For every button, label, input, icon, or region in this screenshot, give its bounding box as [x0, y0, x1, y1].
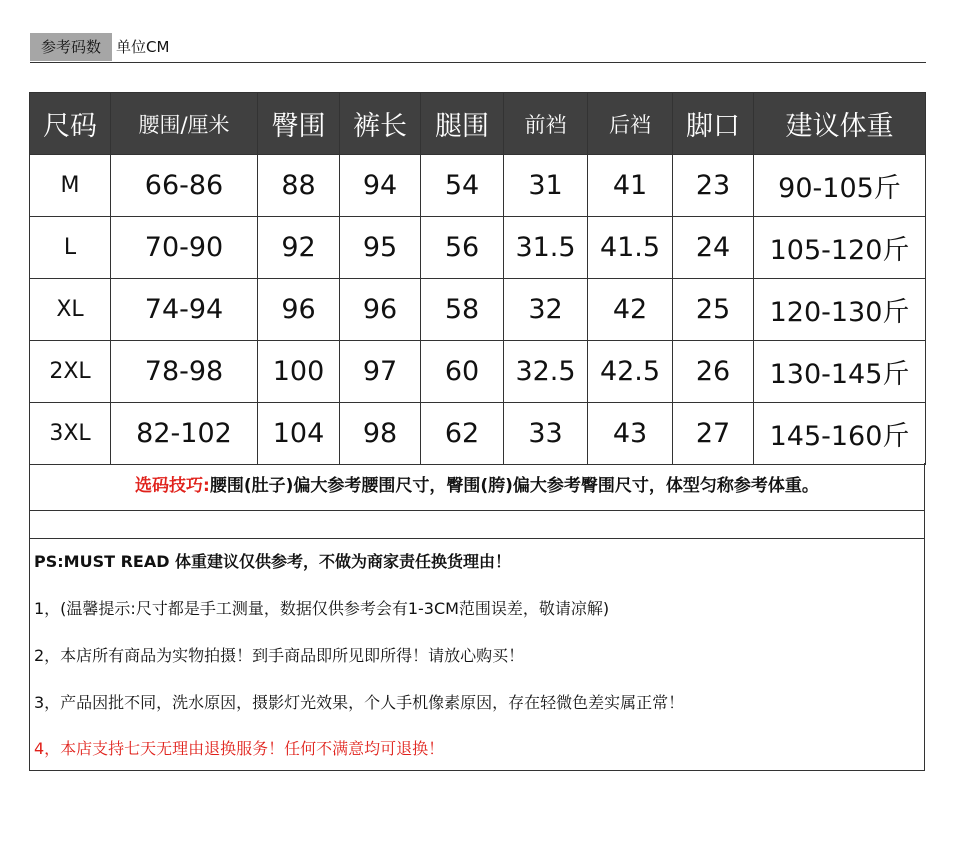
- blank-row: [29, 511, 925, 539]
- thigh-cell: 54: [421, 155, 504, 217]
- thigh-cell: 58: [421, 279, 504, 341]
- tip-label: 选码技巧:: [135, 476, 210, 496]
- back-rise-cell: 42.5: [588, 341, 673, 403]
- ps-notice: PS:MUST READ 体重建议仅供参考，不做为商家责任换货理由！: [34, 552, 512, 571]
- reference-size-tag: 参考码数: [30, 33, 112, 61]
- column-header-waist: 腰围/厘米: [111, 93, 258, 155]
- hip-cell: 104: [258, 403, 340, 465]
- front-rise-cell: 32: [504, 279, 588, 341]
- table-row: [30, 217, 926, 279]
- size-selection-tip: [29, 463, 925, 511]
- table-row: [30, 341, 926, 403]
- hip-cell: 88: [258, 155, 340, 217]
- length-cell: 95: [340, 217, 421, 279]
- weight-cell: 120-130斤: [754, 279, 926, 341]
- weight-cell: 105-120斤: [754, 217, 926, 279]
- note-item: 3，产品因批不同，洗水原因，摄影灯光效果，个人手机像素原因，存在轻微色差实属正常！: [34, 693, 685, 712]
- waist-cell: 78-98: [111, 341, 258, 403]
- size-cell: M: [30, 155, 111, 217]
- size-table: [29, 92, 926, 465]
- table-row: [30, 279, 926, 341]
- front-rise-cell: 31: [504, 155, 588, 217]
- back-rise-cell: 42: [588, 279, 673, 341]
- column-header-hip: 臀围: [258, 93, 340, 155]
- weight-cell: 90-105斤: [754, 155, 926, 217]
- thigh-cell: 60: [421, 341, 504, 403]
- leg-opening-cell: 23: [673, 155, 754, 217]
- back-rise-cell: 41: [588, 155, 673, 217]
- column-header-size: 尺码: [30, 93, 111, 155]
- size-cell: 3XL: [30, 403, 111, 465]
- unit-label: 单位CM: [116, 38, 170, 56]
- leg-opening-cell: 27: [673, 403, 754, 465]
- hip-cell: 96: [258, 279, 340, 341]
- table-header-row: [30, 93, 926, 155]
- note-item: 2，本店所有商品为实物拍摄！到手商品即所见即所得！请放心购买！: [34, 646, 525, 665]
- table-row: [30, 155, 926, 217]
- length-cell: 94: [340, 155, 421, 217]
- size-cell: L: [30, 217, 111, 279]
- note-item: 1，(温馨提示:尺寸都是手工测量，数据仅供参考会有1-3CM范围误差，敬请凉解): [34, 599, 610, 618]
- front-rise-cell: 32.5: [504, 341, 588, 403]
- length-cell: 98: [340, 403, 421, 465]
- hip-cell: 100: [258, 341, 340, 403]
- size-cell: XL: [30, 279, 111, 341]
- table-row: [30, 403, 926, 465]
- note-item-return-policy: 4，本店支持七天无理由退换服务！任何不满意均可退换！: [34, 739, 445, 758]
- back-rise-cell: 41.5: [588, 217, 673, 279]
- length-cell: 96: [340, 279, 421, 341]
- size-cell: 2XL: [30, 341, 111, 403]
- waist-cell: 82-102: [111, 403, 258, 465]
- back-rise-cell: 43: [588, 403, 673, 465]
- front-rise-cell: 33: [504, 403, 588, 465]
- column-header-thigh: 腿围: [421, 93, 504, 155]
- waist-cell: 70-90: [111, 217, 258, 279]
- hip-cell: 92: [258, 217, 340, 279]
- tip-text: 腰围(肚子)偏大参考腰围尺寸，臀围(胯)偏大参考臀围尺寸，体型匀称参考体重。: [209, 476, 819, 496]
- column-header-back-rise: 后裆: [588, 93, 673, 155]
- length-cell: 97: [340, 341, 421, 403]
- waist-cell: 74-94: [111, 279, 258, 341]
- leg-opening-cell: 26: [673, 341, 754, 403]
- column-header-weight: 建议体重: [754, 93, 926, 155]
- front-rise-cell: 31.5: [504, 217, 588, 279]
- weight-cell: 130-145斤: [754, 341, 926, 403]
- top-bar: [30, 33, 926, 63]
- weight-cell: 145-160斤: [754, 403, 926, 465]
- thigh-cell: 56: [421, 217, 504, 279]
- leg-opening-cell: 24: [673, 217, 754, 279]
- waist-cell: 66-86: [111, 155, 258, 217]
- column-header-front-rise: 前裆: [504, 93, 588, 155]
- notes-section: [29, 539, 925, 771]
- thigh-cell: 62: [421, 403, 504, 465]
- column-header-length: 裤长: [340, 93, 421, 155]
- column-header-leg-opening: 脚口: [673, 93, 754, 155]
- leg-opening-cell: 25: [673, 279, 754, 341]
